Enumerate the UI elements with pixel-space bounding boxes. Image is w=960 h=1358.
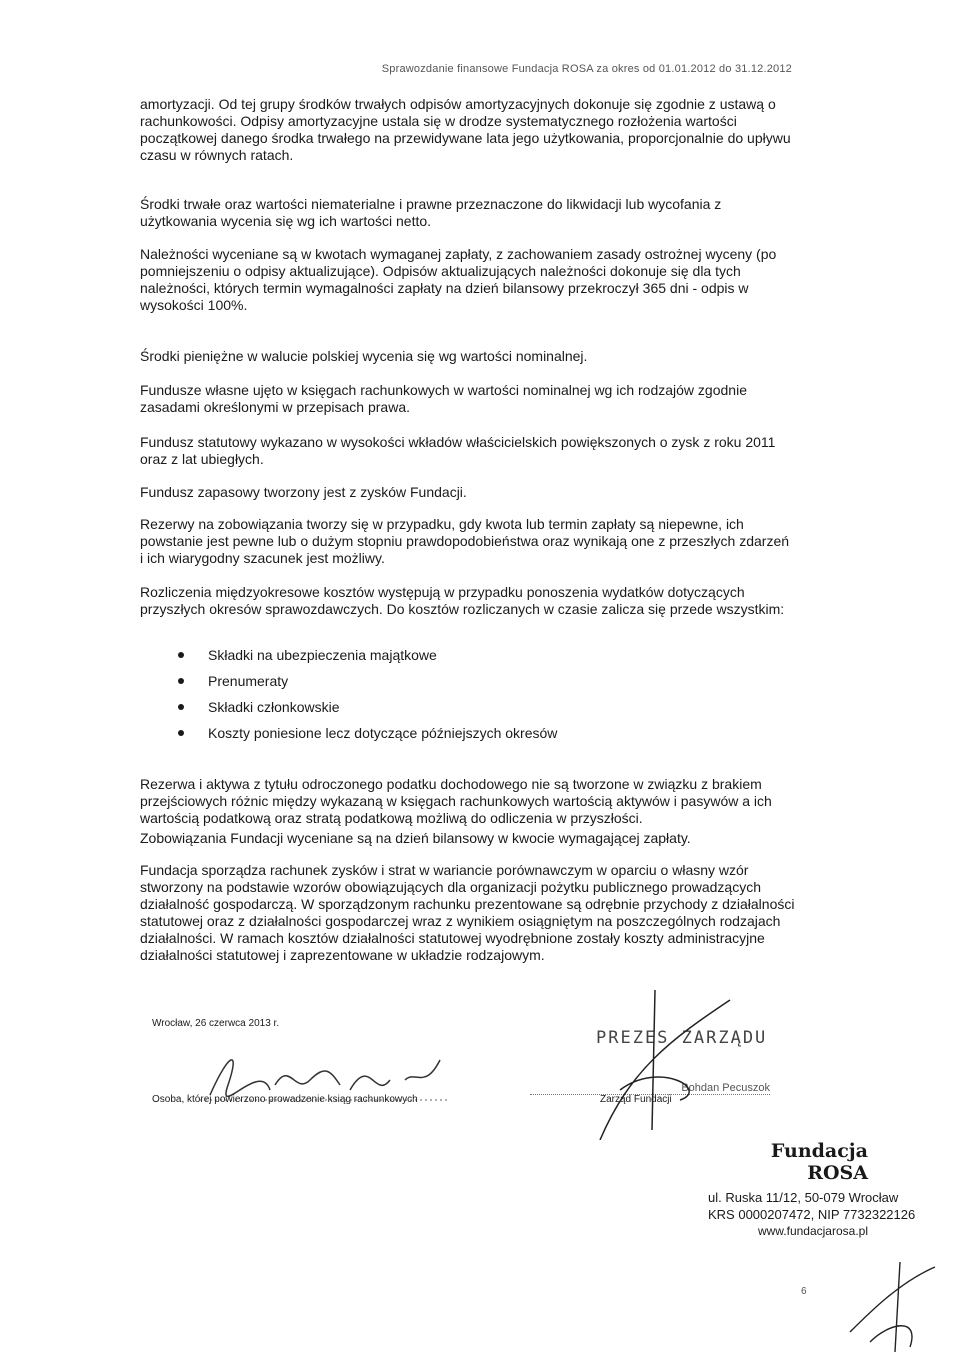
paragraph-income-statement: Fundacja sporządza rachunek zysków i strat w wariancie porównawczym w oparciu o własny wzór stworzony na podstawie wzorów obowiązujących dla organizacji pożytku publicznego prowadzących działalność gospodarczą. W sporządzonym rachunku prezentowane są odrębnie przychody z działalności statutowej oraz z działalności gospodarczej wraz z wynikiem osiągniętym na poszczególnych rodzajach działalności. W ramach kosztów działalności statutowej wyodrębnione zostały koszty administracyjne działalności statutowej i zaprezentowane w układzie rodzajowym.	[140, 862, 795, 963]
foundation-stamp	[708, 1140, 916, 1238]
handwritten-signature-right	[560, 990, 740, 1140]
stamp-title: PREZES ZARZĄDU	[596, 1028, 768, 1048]
page-number: 6	[801, 1286, 807, 1297]
foundation-krs: KRS 0000207472, NIP 7732322126	[708, 1207, 916, 1222]
paragraph-own-funds: Fundusze własne ujęto w księgach rachunkowych w wartości nominalnej wg ich rodzajów zgodnie zasadami określonymi w przepisach prawa.	[140, 382, 747, 415]
paragraph-deferred-tax: Rezerwa i aktywa z tytułu odroczonego podatku dochodowego nie są tworzone w związku z brakiem przejściowych różnic między wykazaną w księgach rachunkowych wartością aktywów i pasywów a ich wartością podatkową oraz stratą podatkową możliwą do odliczenia w przyszłości.	[140, 776, 772, 826]
initials-mark	[840, 1262, 940, 1356]
bullet-icon	[178, 678, 184, 684]
list-item: Koszty poniesione lecz dotyczące późniejszych okresów	[178, 720, 557, 746]
foundation-name: Fundacja ROSA	[770, 1140, 868, 1184]
accruals-list	[178, 642, 557, 746]
place-date: Wrocław, 26 czerwca 2013 r.	[152, 1018, 280, 1029]
paragraph-receivables: Należności wyceniane są w kwotach wymaganej zapłaty, z zachowaniem zasady ostrożnej wyceny (po pomniejszeniu o odpisy aktualizujące). Odpisów aktualizujących należności dokonuje się dla tych należności, których termin wymagalności zapłaty na dzień bilansowy przekroczył 365 dni - odpis w wysokości 100%.	[140, 246, 777, 313]
paragraph-statutory-fund: Fundusz statutowy wykazano w wysokości wkładów właścicielskich powiększonych o zysk z roku 2011 oraz z lat ubiegłych.	[140, 434, 776, 467]
paragraph-provisions: Rezerwy na zobowiązania tworzy się w przypadku, gdy kwota lub termin zapłaty są niepewne, ich powstanie jest pewne lub o dużym stopniu prawdopodobieństwa oraz wynikają one z przeszłych zdarzeń i ich wiarygodny szacunek jest możliwy.	[140, 516, 790, 566]
paragraph-liabilities: Zobowiązania Fundacji wyceniane są na dzień bilansowy w kwocie wymagającej zapłaty.	[140, 830, 691, 846]
foundation-address: ul. Ruska 11/12, 50-079 Wrocław	[708, 1190, 899, 1205]
paragraph-reserve-fund: Fundusz zapasowy tworzony jest z zysków Fundacji.	[140, 484, 467, 500]
signature-caption: Osoba, której powierzono prowadzenie ksiąg rachunkowych	[152, 1094, 418, 1105]
stamp-role: Zarząd Fundacji	[600, 1094, 672, 1105]
stamp-name: Bohdan Pecuszok	[530, 1082, 770, 1095]
paragraph-cash: Środki pieniężne w walucie polskiej wycenia się wg wartości nominalnej.	[140, 348, 588, 364]
list-item: Składki na ubezpieczenia majątkowe	[178, 642, 557, 668]
bullet-icon	[178, 730, 184, 736]
list-item: Prenumeraty	[178, 668, 557, 694]
list-item: Składki członkowskie	[178, 694, 557, 720]
paragraph-depreciation: amortyzacji. Od tej grupy środków trwałych odpisów amortyzacyjnych dokonuje się zgodnie z ustawą o rachunkowości. Odpisy amortyzacyjne ustala się w drodze systematycznego rozłożenia wartości początkowej danego środka trwałego na przewidywane lata jego użytkowania, proporcjonalnie do upływu czasu w równych ratach.	[140, 96, 791, 163]
bullet-icon	[178, 704, 184, 710]
foundation-www: www.fundacjarosa.pl	[757, 1224, 868, 1238]
paragraph-fixed-assets-liquidation: Środki trwałe oraz wartości niematerialne i prawne przeznaczone do likwidacji lub wycofania z użytkowania wycenia się wg ich wartości netto.	[140, 196, 722, 229]
page-header: Sprawozdanie finansowe Fundacja ROSA za okres od 01.01.2012 do 31.12.2012	[381, 63, 792, 75]
paragraph-accruals: Rozliczenia międzyokresowe kosztów występują w przypadku ponoszenia wydatków dotyczących przyszłych okresów sprawozdawczych. Do kosztów rozliczanych w czasie zalicza się przede wszystkim:	[140, 584, 785, 617]
bullet-icon	[178, 652, 184, 658]
